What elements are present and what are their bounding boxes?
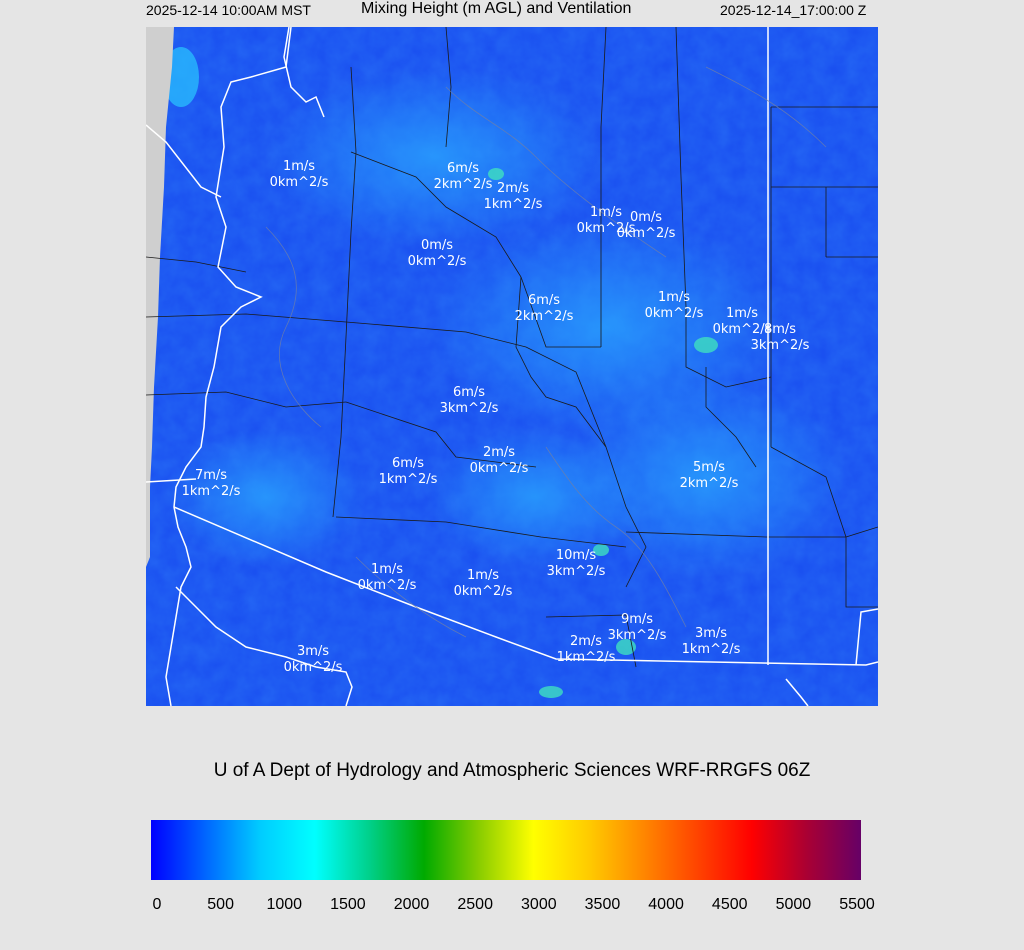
wind-speed-text: 10m/s: [555, 548, 597, 563]
ventilation-text: 3km^2/s: [607, 628, 667, 643]
wind-speed-text: 0m/s: [420, 238, 454, 253]
wind-speed-text: 3m/s: [694, 626, 728, 641]
colorbar-tick-label: 1000: [266, 896, 303, 913]
colorbar-gradient: [151, 820, 861, 880]
wind-speed-text: 2m/s: [482, 445, 516, 460]
ventilation-text: 1km^2/s: [378, 472, 438, 487]
colorbar-tick-label: 2000: [393, 896, 430, 913]
wind-speed-text: 5m/s: [692, 460, 726, 475]
wind-speed-text: 3m/s: [296, 644, 330, 659]
ventilation-text: 0km^2/s: [453, 584, 513, 599]
colorbar-tick-label: 4000: [648, 896, 684, 913]
ventilation-text: 2km^2/s: [679, 476, 739, 491]
wind-speed-text: 1m/s: [657, 290, 691, 305]
wind-speed-text: 2m/s: [496, 181, 530, 196]
ventilation-text: 2km^2/s: [514, 309, 574, 324]
mixing-height-map: [146, 27, 878, 706]
wind-speed-text: 1m/s: [589, 205, 623, 220]
wind-speed-text: 1m/s: [370, 562, 404, 577]
wind-speed-text: 0m/s: [629, 210, 663, 225]
ventilation-text: 0km^2/s: [616, 226, 676, 241]
wind-speed-text: 1m/s: [282, 159, 316, 174]
ventilation-text: 1km^2/s: [681, 642, 741, 657]
ventilation-text: 3km^2/s: [439, 401, 499, 416]
wind-speed-text: 6m/s: [391, 456, 425, 471]
wind-speed-text: 8m/s: [763, 322, 797, 337]
plot-title: Mixing Height (m AGL) and Ventilation: [361, 0, 632, 17]
colorbar-tick-label: 5500: [839, 896, 875, 913]
colorbar-tick-label: 1500: [330, 896, 366, 913]
wind-speed-text: 6m/s: [452, 385, 486, 400]
ventilation-text: 0km^2/s: [644, 306, 704, 321]
ventilation-text: 0km^2/s: [283, 660, 343, 675]
ventilation-text: 1km^2/s: [556, 650, 616, 665]
colorbar-tick-label: 3000: [521, 896, 557, 913]
ventilation-text: 0km^2/s: [407, 254, 467, 269]
ventilation-text: 0km^2/s: [576, 221, 636, 236]
ventilation-text: 0km^2/s: [357, 578, 417, 593]
ventilation-text: 3km^2/s: [546, 564, 606, 579]
colorbar: [151, 820, 861, 880]
wind-speed-text: 6m/s: [527, 293, 561, 308]
valid-utc-time: 2025-12-14_17:00:00 Z: [720, 2, 867, 18]
colorbar-tick-label: 500: [207, 896, 234, 913]
ventilation-text: 1km^2/s: [181, 484, 241, 499]
wind-speed-text: 7m/s: [194, 468, 228, 483]
colorbar-tick-label: 4500: [711, 896, 748, 913]
colorbar-tick-label: 2500: [457, 896, 493, 913]
wind-speed-text: 1m/s: [466, 568, 500, 583]
ventilation-text: 0km^2/s: [469, 461, 529, 476]
valid-local-time: 2025-12-14 10:00AM MST: [146, 2, 311, 18]
wind-speed-text: 1m/s: [725, 306, 759, 321]
ventilation-text: 0km^2/s: [269, 175, 329, 190]
colorbar-tick-label: 3500: [584, 896, 621, 913]
ventilation-text: 1km^2/s: [483, 197, 543, 212]
wind-speed-text: 6m/s: [446, 161, 480, 176]
colorbar-tick-label: 0: [152, 896, 162, 913]
ventilation-text: 2km^2/s: [433, 177, 493, 192]
wind-speed-text: 2m/s: [569, 634, 603, 649]
colorbar-tick-label: 5000: [775, 896, 812, 913]
credit-line: U of A Dept of Hydrology and Atmospheric Sciences WRF-RRGFS 06Z: [213, 760, 811, 781]
wind-speed-text: 9m/s: [620, 612, 654, 627]
ventilation-text: 0km^2/s: [712, 322, 772, 337]
ventilation-text: 3km^2/s: [750, 338, 810, 353]
